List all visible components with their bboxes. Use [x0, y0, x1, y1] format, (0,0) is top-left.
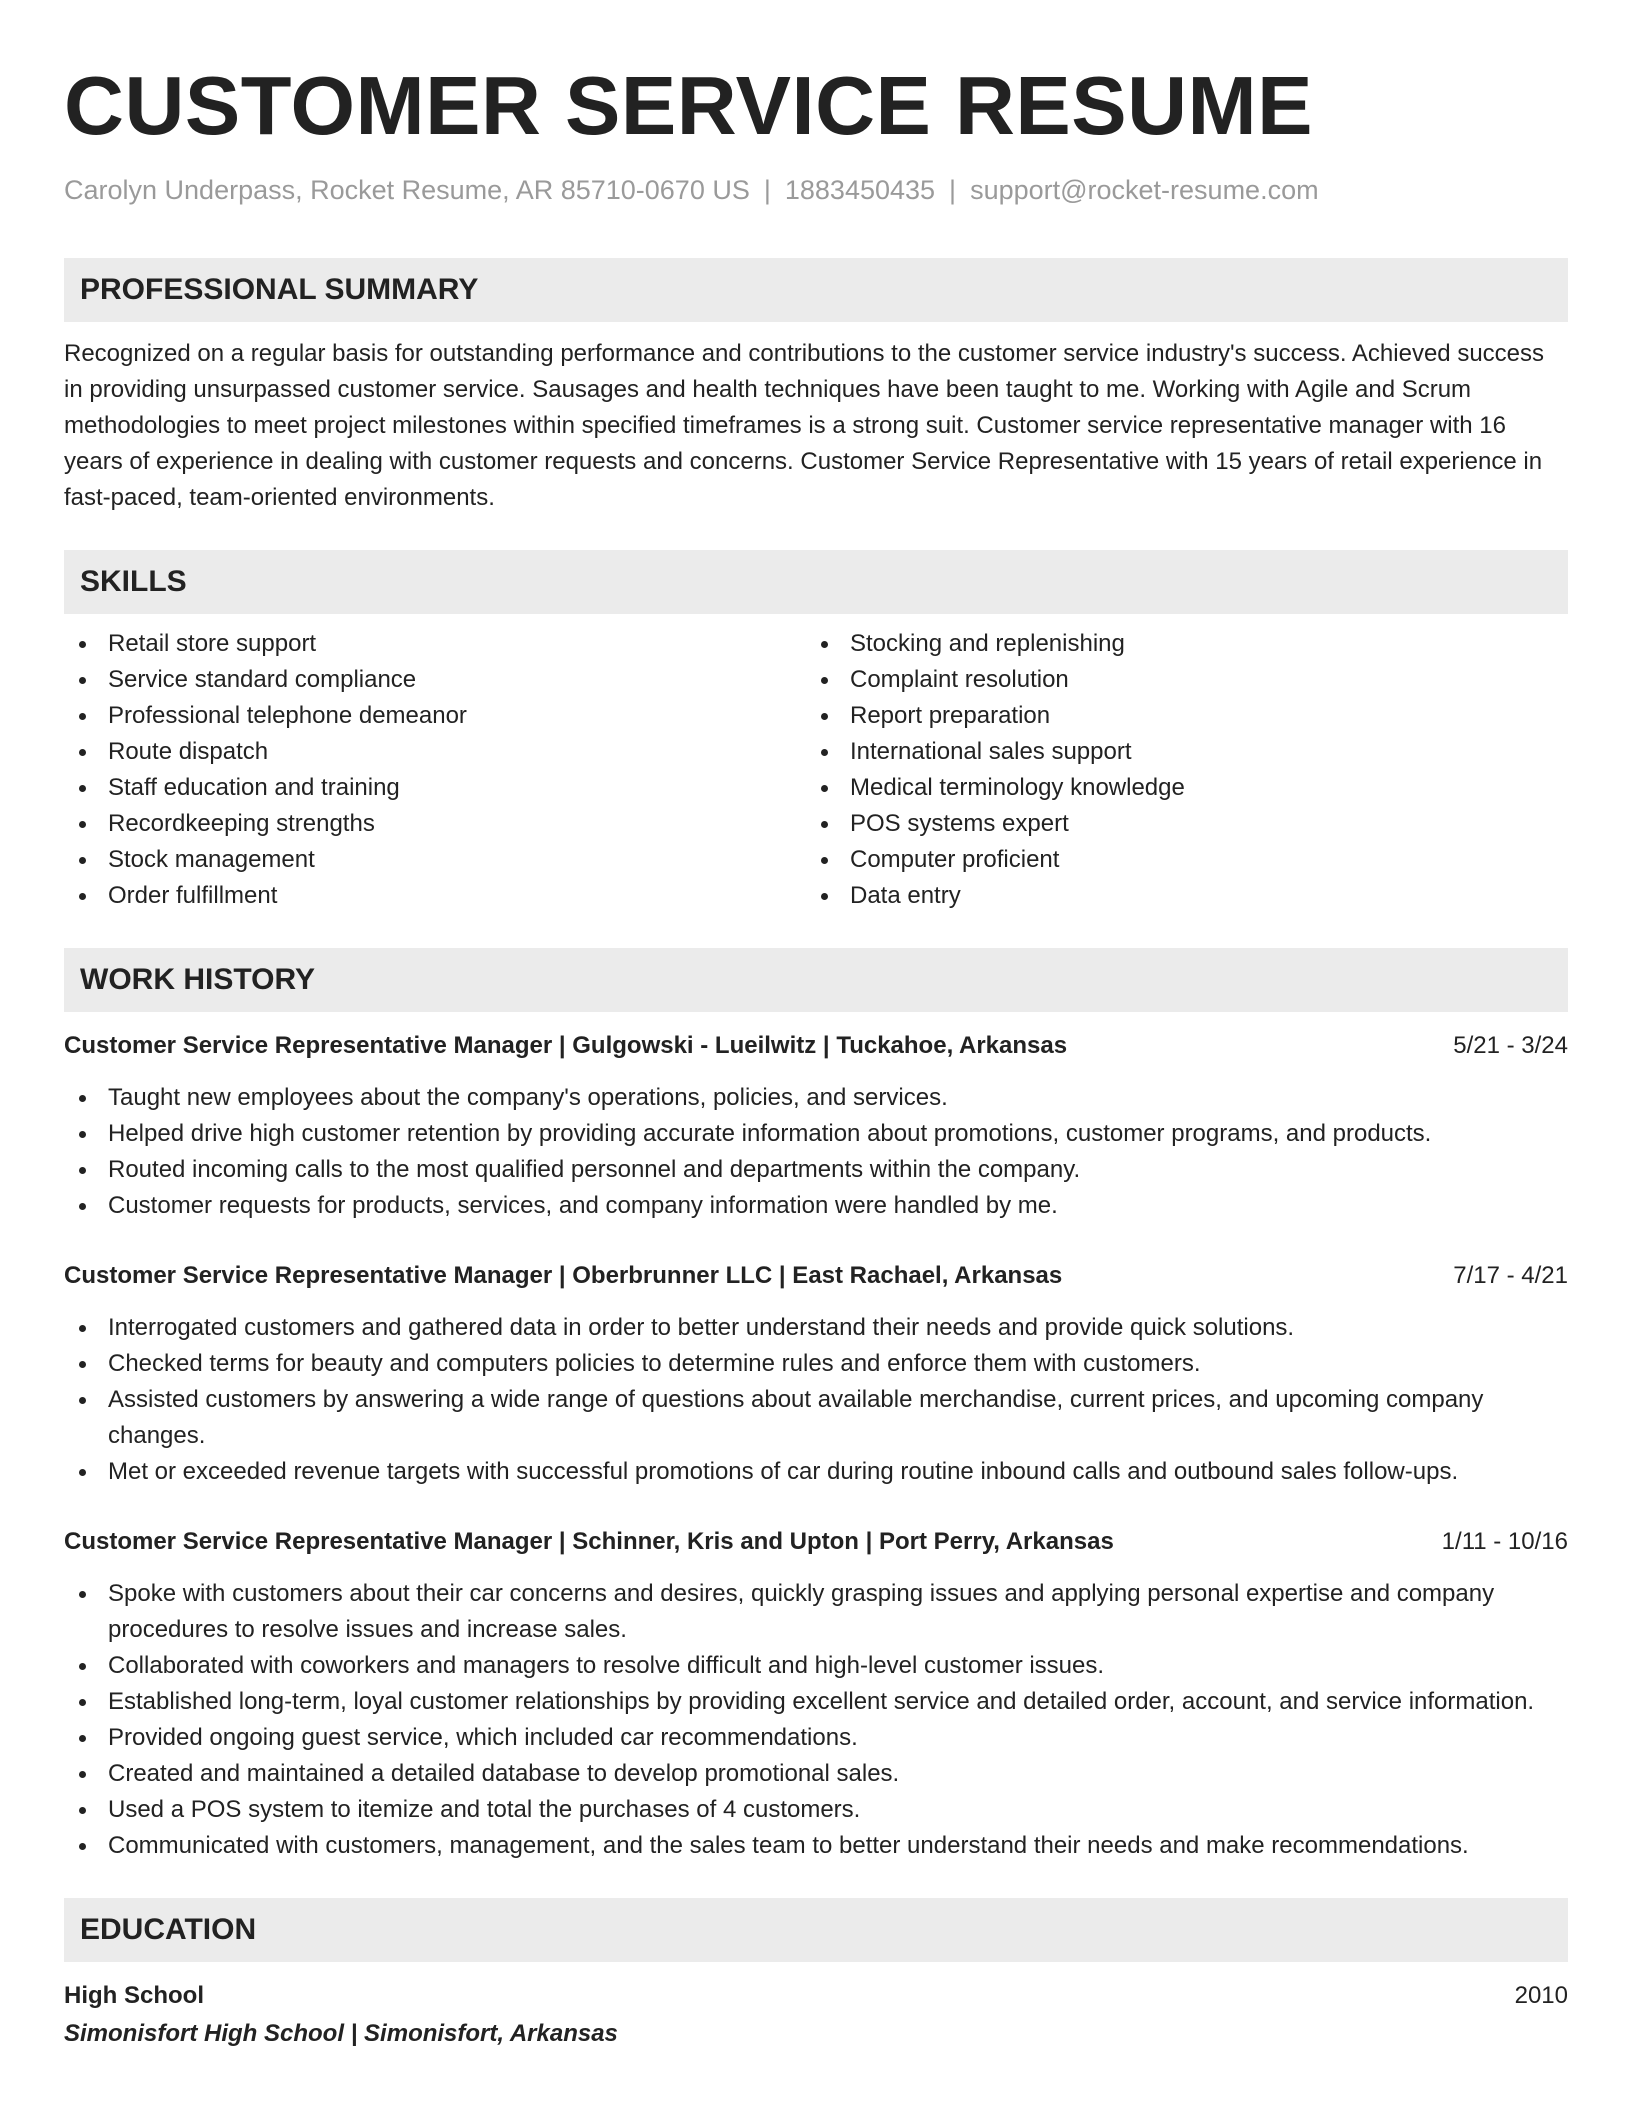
- skill-item: Complaint resolution: [806, 662, 1548, 698]
- education-degree: High School: [64, 1982, 204, 2009]
- job-bullet: Provided ongoing guest service, which included car recommendations.: [64, 1720, 1568, 1756]
- skill-item: Stocking and replenishing: [806, 626, 1548, 662]
- resume-title: CUSTOMER SERVICE RESUME: [64, 59, 1314, 152]
- contact-separator: |: [949, 175, 957, 205]
- skill-item: Report preparation: [806, 698, 1548, 734]
- job-bullets: [64, 1576, 1568, 1864]
- skill-item: Service standard compliance: [64, 662, 806, 698]
- job-header: [64, 1524, 1568, 1560]
- job-bullet: Spoke with customers about their car concerns and desires, quickly grasping issues and applying personal expertise and company procedures to resolve issues and increase sales.: [64, 1576, 1568, 1648]
- job-entry: [64, 1028, 1568, 1224]
- job-bullet: Used a POS system to itemize and total the purchases of 4 customers.: [64, 1792, 1568, 1828]
- contact-address: Carolyn Underpass, Rocket Resume, AR 85710-0670 US: [64, 175, 750, 205]
- skill-item: Retail store support: [64, 626, 806, 662]
- contact-phone: 1883450435: [784, 175, 936, 205]
- section-heading-skills: SKILLS: [64, 550, 1568, 614]
- skill-item: Computer proficient: [806, 842, 1548, 878]
- job-entry: [64, 1258, 1568, 1490]
- job-header: [64, 1028, 1568, 1064]
- job-bullets: [64, 1080, 1568, 1224]
- job-bullet: Interrogated customers and gathered data in order to better understand their needs and provide quick solutions.: [64, 1310, 1568, 1346]
- job-bullet: Met or exceeded revenue targets with successful promotions of car during routine inbound calls and outbound sales follow-ups.: [64, 1454, 1568, 1490]
- job-bullet: Customer requests for products, services, and company information were handled by me.: [64, 1188, 1568, 1224]
- job-bullet: Checked terms for beauty and computers policies to determine rules and enforce them with customers.: [64, 1346, 1568, 1382]
- job-bullet: Routed incoming calls to the most qualified personnel and departments within the company.: [64, 1152, 1568, 1188]
- section-heading-work-history: WORK HISTORY: [64, 948, 1568, 1012]
- job-title: Customer Service Representative Manager | Schinner, Kris and Upton | Port Perry, Arkansas: [64, 1528, 1114, 1555]
- education-school: Simonisfort High School | Simonisfort, Arkansas: [64, 2020, 618, 2047]
- section-heading-summary: PROFESSIONAL SUMMARY: [64, 258, 1568, 322]
- skills-right-column: [806, 626, 1548, 914]
- skill-item: Medical terminology knowledge: [806, 770, 1548, 806]
- skill-item: Staff education and training: [64, 770, 806, 806]
- job-header: [64, 1258, 1568, 1294]
- section-heading-education: EDUCATION: [64, 1898, 1568, 1962]
- skill-item: Recordkeeping strengths: [64, 806, 806, 842]
- skill-item: POS systems expert: [806, 806, 1548, 842]
- contact-email[interactable]: support@rocket-resume.com: [970, 175, 1319, 205]
- job-dates: 5/21 - 3/24: [1453, 1032, 1568, 1059]
- job-bullet: Created and maintained a detailed database to develop promotional sales.: [64, 1756, 1568, 1792]
- job-bullets: [64, 1310, 1568, 1490]
- job-dates: 7/17 - 4/21: [1453, 1262, 1568, 1289]
- skill-item: Data entry: [806, 878, 1548, 914]
- skill-item: Professional telephone demeanor: [64, 698, 806, 734]
- skill-item: Order fulfillment: [64, 878, 806, 914]
- job-bullet: Communicated with customers, management, and the sales team to better understand their needs and make recommendations.: [64, 1828, 1568, 1864]
- job-bullet: Taught new employees about the company's operations, policies, and services.: [64, 1080, 1568, 1116]
- summary-text: Recognized on a regular basis for outstanding performance and contributions to the customer service industry's success. Achieved success in providing unsurpassed customer service. Sausages and health techniques have been taught to me. Working with Agile and Scrum methodologies to meet project milestones within specified timeframes is a strong suit. Customer service representative manager with 16 years of experience in dealing with customer requests and concerns. Customer Service Representative with 15 years of retail experience in fast-paced, team-oriented environments.: [64, 340, 1545, 511]
- contact-line: [64, 172, 1568, 208]
- skill-item: Stock management: [64, 842, 806, 878]
- job-bullet: Assisted customers by answering a wide range of questions about available merchandise, current prices, and upcoming company changes.: [64, 1382, 1568, 1454]
- contact-separator: |: [763, 175, 771, 205]
- skills-left-column: [64, 626, 806, 914]
- job-bullet: Collaborated with coworkers and managers to resolve difficult and high-level customer issues.: [64, 1648, 1568, 1684]
- job-bullet: Established long-term, loyal customer relationships by providing excellent service and detailed order, account, and service information.: [64, 1684, 1568, 1720]
- skill-item: International sales support: [806, 734, 1548, 770]
- job-title: Customer Service Representative Manager | Oberbrunner LLC | East Rachael, Arkansas: [64, 1262, 1063, 1289]
- education-year: 2010: [1514, 1982, 1568, 2009]
- skill-item: Route dispatch: [64, 734, 806, 770]
- education-header: [64, 1978, 1568, 2014]
- job-entry: [64, 1524, 1568, 1864]
- job-dates: 1/11 - 10/16: [1441, 1528, 1568, 1555]
- education-entry: [64, 1978, 1568, 2054]
- skills-columns: [64, 626, 1568, 914]
- job-title: Customer Service Representative Manager | Gulgowski - Lueilwitz | Tuckahoe, Arkansas: [64, 1032, 1068, 1059]
- job-bullet: Helped drive high customer retention by providing accurate information about promotions, customer programs, and products.: [64, 1116, 1568, 1152]
